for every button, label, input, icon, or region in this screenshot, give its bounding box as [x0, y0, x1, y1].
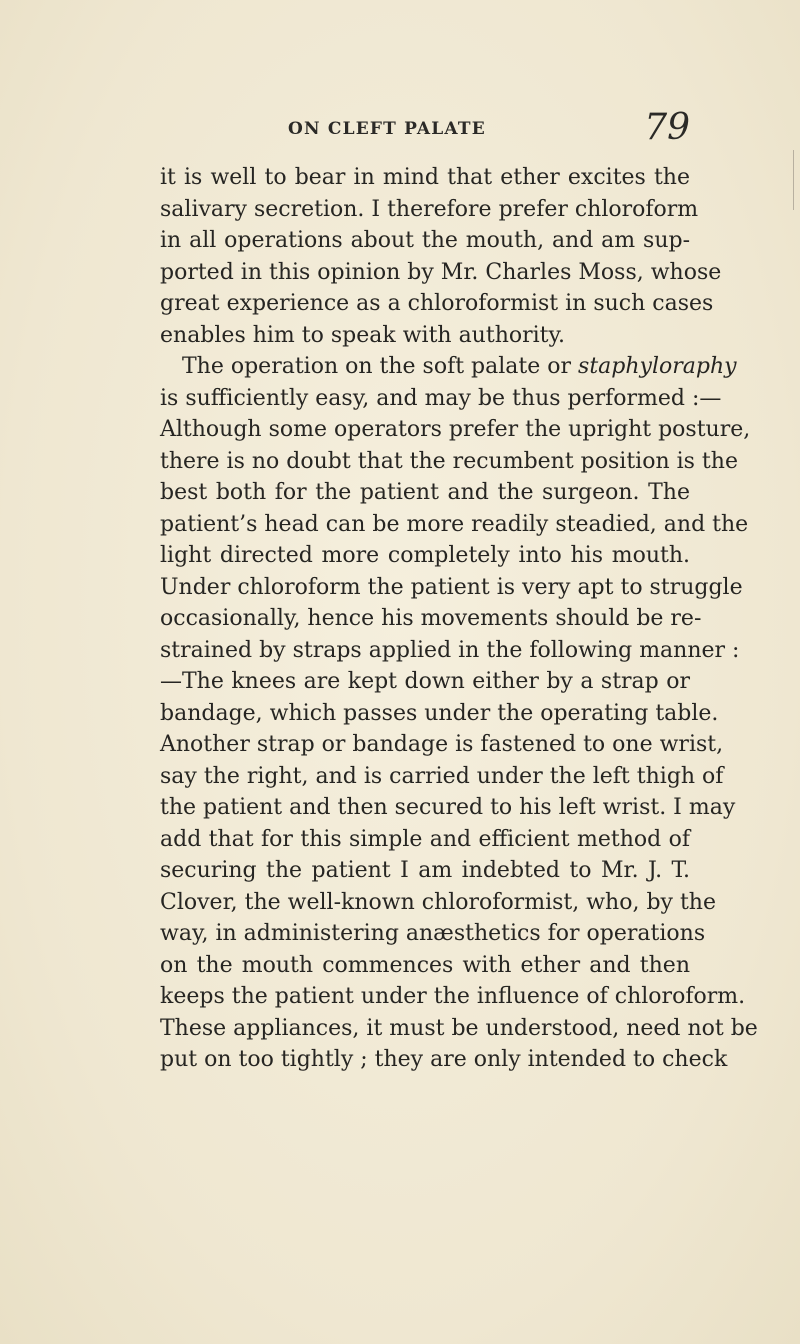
text-line: add that for this simple and efficient method of: [160, 826, 690, 852]
text-line: —The knees are kept down either by a strap or: [160, 669, 690, 694]
text-line: in all operations about the mouth, and am sup-: [160, 228, 690, 253]
text-line: there is no doubt that the recumbent position is the: [160, 448, 738, 474]
text-line: on the mouth commences with ether and then: [160, 952, 690, 978]
scan-edge-mark: [793, 150, 794, 210]
text-line: securing the patient I am indebted to Mr. J. T.: [160, 858, 690, 883]
paragraph-start-text: The operation on the soft palate or: [182, 354, 579, 379]
text-line: is sufficiently easy, and may be thus performed :—: [160, 385, 722, 411]
text-line: put on too tightly ; they are only intended to check: [160, 1047, 728, 1072]
running-head: [160, 107, 690, 153]
text-line: salivary secretion. I therefore prefer chloroform: [160, 196, 699, 222]
text-line: enables him to speak with authority.: [160, 322, 566, 348]
text-line: say the right, and is carried under the left thigh of: [160, 763, 724, 789]
text-line: ported in this opinion by Mr. Charles Moss, whose: [160, 259, 722, 285]
text-line: patient’s head can be more readily steadied, and the: [160, 511, 749, 537]
italic-term: staphyloraphy: [578, 354, 737, 379]
text-line: way, in administering anæsthetics for operations: [160, 921, 706, 946]
text-line: Under chloroform the patient is very apt to struggle: [160, 574, 743, 600]
text-line: great experience as a chloroformist in such cases: [160, 291, 714, 316]
text-line: Clover, the well-known chloroformist, who, by the: [160, 889, 716, 915]
text-line: keeps the patient under the influence of chloroform.: [160, 984, 746, 1009]
page-number: 79: [644, 107, 690, 148]
text-line: bandage, which passes under the operating table.: [160, 700, 719, 726]
text-line: These appliances, it must be understood, need not be: [160, 1015, 758, 1041]
text-line: Another strap or bandage is fastened to one wrist,: [160, 732, 724, 757]
text-line: it is well to bear in mind that ether excites the: [160, 165, 690, 190]
paragraph-start-line: [160, 351, 737, 383]
text-line: best both for the patient and the surgeon. The: [160, 480, 690, 505]
text-line: light directed more completely into his mouth.: [160, 543, 690, 568]
body-text: [160, 162, 758, 1076]
text-line: strained by straps applied in the following manner :: [160, 637, 740, 663]
text-line: occasionally, hence his movements should be re-: [160, 606, 702, 631]
text-line: the patient and then secured to his left wrist. I may: [160, 795, 736, 820]
text-line: Although some operators prefer the upright posture,: [160, 417, 751, 442]
running-title: ON CLEFT PALATE: [288, 119, 486, 139]
